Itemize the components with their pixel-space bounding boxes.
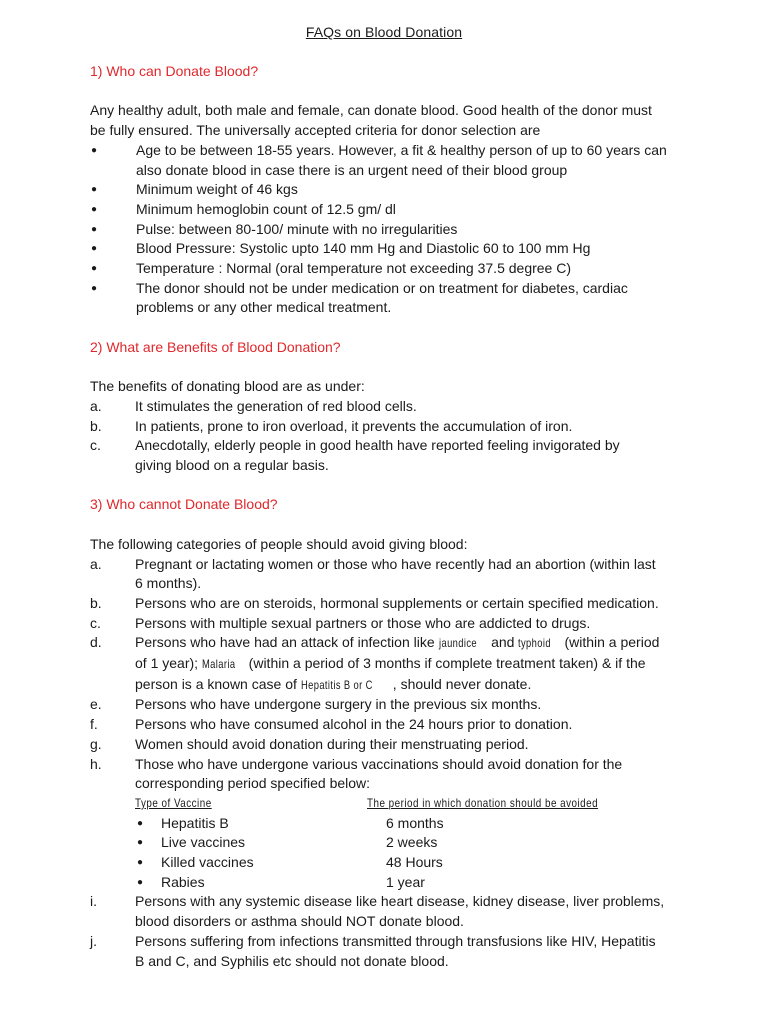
col-header-period: The period in which donation should be avoided <box>367 795 599 810</box>
list-item <box>90 555 720 594</box>
item-text: Persons who have undergone surgery in the previous six months. <box>135 696 542 713</box>
list-item <box>90 220 720 240</box>
list-item <box>90 594 720 614</box>
page-title: FAQs on Blood Donation <box>305 24 463 40</box>
item-text: Persons suffering from infections transmitted through transfusions like HIV, Hepatitis <box>135 932 656 949</box>
item-text: Persons who have consumed alcohol in the 24 hours prior to donation. <box>135 716 573 733</box>
bullet-icon: ● <box>137 857 144 869</box>
item-text: Pregnant or lactating women or those who have recently had an abortion (within last <box>135 555 656 572</box>
item-marker: d. <box>90 634 102 651</box>
item-text: Minimum hemoglobin count of 12.5 gm/ dl <box>136 200 396 217</box>
q3-heading: 3) Who cannot Donate Blood? <box>90 496 278 513</box>
col-header-vaccine-type: Type of Vaccine <box>135 795 212 810</box>
text-run: person is a known case of <box>135 675 301 692</box>
vaccine-table <box>135 794 720 893</box>
list-item <box>90 279 720 318</box>
vaccine-name: Killed vaccines <box>161 854 254 871</box>
text-run: (within a period of 3 months if complete treatment taken) & if the <box>244 655 646 672</box>
item-marker: b. <box>90 417 102 434</box>
item-text: Age to be between 18-55 years. However, a fit & healthy person of up to 60 years can also donate blood in case there is an urgent need of their blood group <box>136 141 667 178</box>
table-row <box>135 873 720 893</box>
list-item <box>90 755 720 794</box>
disease-typhoid: typhoid <box>518 636 552 651</box>
list-item <box>90 715 720 735</box>
vaccine-table-header <box>135 794 720 814</box>
item-marker: c. <box>90 437 101 454</box>
item-text: blood disorders or asthma should NOT donate blood. <box>135 913 464 930</box>
item-text: Persons who are on steroids, hormonal supplements or certain specified medication. <box>135 594 659 611</box>
list-item <box>90 239 720 259</box>
bullet-icon: ● <box>91 243 98 255</box>
item-text: corresponding period specified below: <box>135 775 371 792</box>
item-text: Persons with any systemic disease like heart disease, kidney disease, liver problems, <box>135 893 665 910</box>
vaccine-name: Live vaccines <box>161 834 246 851</box>
list-item <box>90 614 720 634</box>
item-text: It stimulates the generation of red blood cells. <box>135 397 417 414</box>
list-item <box>90 436 720 475</box>
text-run: and <box>487 634 519 651</box>
table-row <box>135 814 720 834</box>
table-row <box>135 853 720 873</box>
item-text: Pulse: between 80-100/ minute with no irregularities <box>136 220 458 237</box>
list-item <box>90 417 720 437</box>
list-item <box>90 259 720 279</box>
q1-intro-line-1: Any healthy adult, both male and female, can donate blood. Good health of the donor must <box>90 102 652 119</box>
item-marker: a. <box>90 397 102 414</box>
item-marker: c. <box>90 614 101 631</box>
bullet-icon: ● <box>91 263 98 275</box>
list-item <box>90 141 720 180</box>
item-text: The donor should not be under medication or on treatment for diabetes, cardiac problems or any other medical treatment. <box>136 279 628 316</box>
disease-hepatitis: Hepatitis B or C <box>300 677 373 692</box>
bullet-icon: ● <box>137 817 144 829</box>
item-marker: b. <box>90 594 102 611</box>
bullet-icon: ● <box>91 184 98 196</box>
text-run: (within a period <box>560 634 660 651</box>
list-item <box>90 397 720 417</box>
q3-intro: The following categories of people should avoid giving blood: <box>90 535 468 552</box>
list-item <box>90 695 720 715</box>
item-marker: e. <box>90 696 102 713</box>
item-marker: j. <box>90 932 97 949</box>
bullet-icon: ● <box>91 282 98 294</box>
text-run: Persons who have had an attack of infection like <box>135 634 439 651</box>
disease-malaria: Malaria <box>201 657 236 672</box>
item-text: 6 months). <box>135 575 202 592</box>
list-item <box>90 735 720 755</box>
item-marker: a. <box>90 555 102 572</box>
item-marker: f. <box>90 716 98 733</box>
q1-intro-line-2: be fully ensured. The universally accepted criteria for donor selection are <box>90 122 541 139</box>
q1-criteria-list <box>90 141 720 318</box>
table-row <box>135 833 720 853</box>
bullet-icon: ● <box>91 144 98 156</box>
bullet-icon: ● <box>137 837 144 849</box>
bullet-icon: ● <box>137 876 144 888</box>
q2-heading: 2) What are Benefits of Blood Donation? <box>90 338 341 355</box>
disease-jaundice: jaundice <box>438 636 477 651</box>
text-run: , should never donate. <box>392 675 532 692</box>
list-item <box>90 932 720 971</box>
q2-intro: The benefits of donating blood are as under: <box>90 378 365 395</box>
vaccine-period: 6 months <box>386 814 444 831</box>
item-text: In patients, prone to iron overload, it prevents the accumulation of iron. <box>135 417 573 434</box>
item-text: Persons with multiple sexual partners or those who are addicted to drugs. <box>135 614 591 631</box>
q2-benefits-list <box>90 397 720 476</box>
item-text: Temperature : Normal (oral temperature not exceeding 37.5 degree C) <box>136 260 571 277</box>
item-text: B and C, and Syphilis etc should not donate blood. <box>135 952 449 969</box>
item-text: Blood Pressure: Systolic upto 140 mm Hg and Diastolic 60 to 100 mm Hg <box>136 240 591 257</box>
text-run: of 1 year); <box>135 655 202 672</box>
vaccine-period: 2 weeks <box>386 834 438 851</box>
item-text <box>135 633 720 695</box>
list-item <box>90 892 720 931</box>
vaccine-period: 48 Hours <box>386 854 443 871</box>
list-item <box>90 633 720 695</box>
list-item <box>90 200 720 220</box>
vaccine-name: Rabies <box>161 873 205 890</box>
bullet-icon: ● <box>91 223 98 235</box>
list-item <box>90 180 720 200</box>
item-marker: i. <box>90 893 97 910</box>
item-text: Women should avoid donation during their menstruating period. <box>135 735 529 752</box>
q1-heading: 1) Who can Donate Blood? <box>90 63 259 79</box>
faq-content <box>90 62 720 971</box>
item-text: Anecdotally, elderly people in good health have reported feeling invigorated by giving blood on a regular basis. <box>135 437 620 474</box>
item-marker: g. <box>90 735 102 752</box>
bullet-icon: ● <box>91 203 98 215</box>
item-text: Minimum weight of 46 kgs <box>136 181 298 198</box>
item-text: Those who have undergone various vaccinations should avoid donation for the <box>135 755 623 772</box>
vaccine-period: 1 year <box>386 873 425 890</box>
item-marker: h. <box>90 755 102 772</box>
vaccine-rows <box>135 814 720 893</box>
vaccine-name: Hepatitis B <box>161 814 229 831</box>
